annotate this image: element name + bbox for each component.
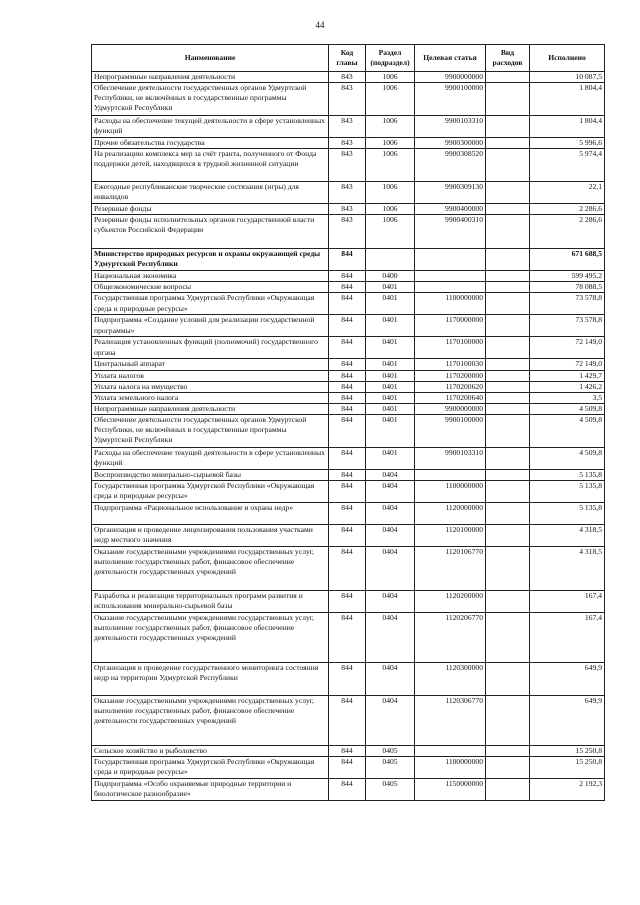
cell-name: Расходы на обеспечение текущей деятельности в сфере установленных функций <box>92 447 329 469</box>
cell-section: 0404 <box>366 481 415 503</box>
cell-chapter-code: 844 <box>329 525 366 547</box>
cell-section: 0405 <box>366 757 415 779</box>
table-row <box>92 72 605 83</box>
cell-target-item: 1100000000 <box>415 757 486 779</box>
cell-section: 0401 <box>366 403 415 414</box>
cell-chapter-code: 844 <box>329 503 366 525</box>
cell-name: На реализацию комплекса мер за счёт гранта, полученного от Фонда поддержки детей, находящихся в трудной жизненной ситуации <box>92 149 329 182</box>
cell-chapter-code: 844 <box>329 403 366 414</box>
cell-chapter-code: 844 <box>329 469 366 480</box>
cell-target-item: 1100000000 <box>415 481 486 503</box>
cell-section: 0404 <box>366 613 415 663</box>
cell-expense-type <box>486 503 530 525</box>
table-row <box>92 215 605 249</box>
cell-section: 0404 <box>366 547 415 591</box>
cell-name: Обеспечение деятельности государственных органов Удмуртской Республики, не включённых в государственные программы Удмуртской Республики <box>92 83 329 116</box>
table-row <box>92 591 605 613</box>
cell-section: 1006 <box>366 149 415 182</box>
cell-executed: 5 135,8 <box>530 469 605 480</box>
cell-section: 0404 <box>366 591 415 613</box>
cell-expense-type <box>486 381 530 392</box>
cell-target-item: 1170200620 <box>415 381 486 392</box>
cell-executed: 167,4 <box>530 613 605 663</box>
cell-section: 0404 <box>366 469 415 480</box>
cell-chapter-code: 844 <box>329 315 366 337</box>
table-row <box>92 138 605 149</box>
cell-name: Резервные фонды исполнительных органов государственной власти субъектов Российской Федерации <box>92 215 329 249</box>
table-row <box>92 403 605 414</box>
cell-executed: 5 974,4 <box>530 149 605 182</box>
header-executed: Исполнено <box>530 45 605 72</box>
cell-name: Воспроизводство минерально-сырьевой базы <box>92 469 329 480</box>
cell-expense-type <box>486 293 530 315</box>
cell-chapter-code: 844 <box>329 779 366 801</box>
cell-executed: 10 087,5 <box>530 72 605 83</box>
cell-section: 0400 <box>366 271 415 282</box>
cell-expense-type <box>486 282 530 293</box>
header-section: Раздел (подраздел) <box>366 45 415 72</box>
cell-executed: 1 429,7 <box>530 370 605 381</box>
cell-expense-type <box>486 447 530 469</box>
table-row <box>92 381 605 392</box>
table-row <box>92 547 605 591</box>
cell-expense-type <box>486 469 530 480</box>
cell-name: Уплата налога на имущество <box>92 381 329 392</box>
cell-executed: 4 318,5 <box>530 547 605 591</box>
table-row <box>92 414 605 447</box>
cell-executed: 5 135,8 <box>530 481 605 503</box>
cell-section: 0404 <box>366 663 415 696</box>
table-row <box>92 359 605 370</box>
table-row <box>92 282 605 293</box>
cell-target-item: 9900100000 <box>415 414 486 447</box>
cell-executed: 3,5 <box>530 392 605 403</box>
cell-name: Оказание государственными учреждениями государственных услуг, выполнение государственных работ, финансовое обеспечение деятельности государственных учреждений <box>92 613 329 663</box>
table-row <box>92 447 605 469</box>
cell-expense-type <box>486 149 530 182</box>
cell-executed: 22,1 <box>530 182 605 204</box>
cell-expense-type <box>486 315 530 337</box>
cell-executed: 2 192,3 <box>530 779 605 801</box>
cell-target-item: 9900103310 <box>415 116 486 138</box>
cell-target-item: 1170200640 <box>415 392 486 403</box>
cell-chapter-code: 844 <box>329 293 366 315</box>
table-row-ministry <box>92 249 605 271</box>
table-row <box>92 779 605 801</box>
cell-expense-type <box>486 392 530 403</box>
cell-name: Разработка и реализация территориальных программ развития и использования минерально-сырьевой базы <box>92 591 329 613</box>
cell-target-item: 9900309130 <box>415 182 486 204</box>
cell-chapter-code: 843 <box>329 149 366 182</box>
cell-executed: 167,4 <box>530 591 605 613</box>
cell-target-item: 9900000000 <box>415 72 486 83</box>
table-row <box>92 271 605 282</box>
table-row <box>92 370 605 381</box>
cell-chapter-code: 844 <box>329 746 366 757</box>
table-row <box>92 83 605 116</box>
cell-chapter-code: 844 <box>329 613 366 663</box>
table-row <box>92 746 605 757</box>
cell-target-item: 1120300000 <box>415 663 486 696</box>
cell-executed: 1 426,2 <box>530 381 605 392</box>
cell-name: Обеспечение деятельности государственных органов Удмуртской Республики, не включённых в государственные программы Удмуртской Республики <box>92 414 329 447</box>
cell-section: 0401 <box>366 447 415 469</box>
cell-chapter-code: 843 <box>329 116 366 138</box>
cell-section: 1006 <box>366 83 415 116</box>
cell-executed: 599 495,2 <box>530 271 605 282</box>
table-row <box>92 525 605 547</box>
cell-name: Общеэкономические вопросы <box>92 282 329 293</box>
cell-section: 0401 <box>366 414 415 447</box>
cell-expense-type <box>486 414 530 447</box>
cell-name: Государственная программа Удмуртской Республики «Окружающая среда и природные ресурсы» <box>92 757 329 779</box>
cell-target-item: 1170000000 <box>415 315 486 337</box>
table-row <box>92 116 605 138</box>
cell-target-item: 1170100000 <box>415 337 486 359</box>
cell-name: Государственная программа Удмуртской Республики «Окружающая среда и природные ресурсы» <box>92 481 329 503</box>
cell-chapter-code: 843 <box>329 72 366 83</box>
cell-expense-type <box>486 746 530 757</box>
cell-section: 1006 <box>366 204 415 215</box>
cell-chapter-code: 844 <box>329 447 366 469</box>
cell-chapter-code: 844 <box>329 663 366 696</box>
cell-chapter-code: 843 <box>329 83 366 116</box>
cell-section: 1006 <box>366 72 415 83</box>
cell-executed: 72 149,0 <box>530 337 605 359</box>
table-row <box>92 204 605 215</box>
cell-expense-type <box>486 249 530 271</box>
cell-name: Уплата налогов <box>92 370 329 381</box>
cell-name: Непрограммные направления деятельности <box>92 403 329 414</box>
cell-executed: 4 509,8 <box>530 414 605 447</box>
cell-expense-type <box>486 271 530 282</box>
cell-chapter-code: 844 <box>329 757 366 779</box>
cell-target-item: 9900100000 <box>415 83 486 116</box>
cell-section: 1006 <box>366 215 415 249</box>
cell-executed: 73 578,8 <box>530 293 605 315</box>
cell-expense-type <box>486 696 530 746</box>
header-name: Наименование <box>92 45 329 72</box>
cell-name: Уплата земельного налога <box>92 392 329 403</box>
cell-section: 0405 <box>366 746 415 757</box>
cell-target-item <box>415 282 486 293</box>
cell-target-item <box>415 249 486 271</box>
cell-name: Организация и проведение государственного мониторинга состояния недр на территории Удмуртской Республики <box>92 663 329 696</box>
cell-expense-type <box>486 525 530 547</box>
cell-name: Организация и проведение лицензирования пользования участками недр местного значения <box>92 525 329 547</box>
cell-chapter-code: 844 <box>329 591 366 613</box>
cell-target-item: 9900400000 <box>415 204 486 215</box>
table-row <box>92 182 605 204</box>
cell-target-item: 1120206770 <box>415 613 486 663</box>
cell-section: 0404 <box>366 696 415 746</box>
cell-chapter-code: 844 <box>329 696 366 746</box>
cell-section: 0401 <box>366 337 415 359</box>
table-row <box>92 315 605 337</box>
cell-section: 0404 <box>366 503 415 525</box>
table-row <box>92 613 605 663</box>
cell-executed: 2 286,6 <box>530 204 605 215</box>
cell-chapter-code: 844 <box>329 370 366 381</box>
table-header-row <box>92 45 605 72</box>
cell-expense-type <box>486 403 530 414</box>
cell-expense-type <box>486 481 530 503</box>
cell-chapter-code: 844 <box>329 381 366 392</box>
table-row <box>92 696 605 746</box>
cell-expense-type <box>486 757 530 779</box>
cell-target-item: 1170200000 <box>415 370 486 381</box>
cell-chapter-code: 844 <box>329 282 366 293</box>
cell-expense-type <box>486 204 530 215</box>
cell-executed: 1 804,4 <box>530 116 605 138</box>
cell-chapter-code: 844 <box>329 249 366 271</box>
cell-expense-type <box>486 359 530 370</box>
cell-section: 0405 <box>366 779 415 801</box>
cell-target-item: 9900400310 <box>415 215 486 249</box>
cell-expense-type <box>486 613 530 663</box>
cell-expense-type <box>486 663 530 696</box>
cell-target-item: 9900000000 <box>415 403 486 414</box>
cell-executed: 72 149,0 <box>530 359 605 370</box>
cell-section: 0401 <box>366 370 415 381</box>
cell-name: Реализация установленных функций (полномочий) государственного органа <box>92 337 329 359</box>
cell-executed: 15 250,8 <box>530 757 605 779</box>
cell-executed: 649,9 <box>530 696 605 746</box>
cell-executed: 1 804,4 <box>530 83 605 116</box>
cell-target-item: 1170100030 <box>415 359 486 370</box>
cell-target-item: 1120000000 <box>415 503 486 525</box>
budget-table <box>91 44 605 801</box>
cell-executed: 671 688,5 <box>530 249 605 271</box>
cell-executed: 78 088,5 <box>530 282 605 293</box>
cell-target-item: 1100000000 <box>415 293 486 315</box>
cell-executed: 4 318,5 <box>530 525 605 547</box>
table-row <box>92 481 605 503</box>
table-row <box>92 337 605 359</box>
cell-section: 0401 <box>366 359 415 370</box>
cell-target-item: 1120306770 <box>415 696 486 746</box>
table-row <box>92 149 605 182</box>
cell-name: Сельское хозяйство и рыболовство <box>92 746 329 757</box>
cell-name: Ежегодные республиканские творческие состязания (игры) для инвалидов <box>92 182 329 204</box>
cell-executed: 4 509,8 <box>530 447 605 469</box>
cell-target-item: 1150000000 <box>415 779 486 801</box>
cell-chapter-code: 844 <box>329 337 366 359</box>
cell-name: Министерство природных ресурсов и охраны окружающей среды Удмуртской Республики <box>92 249 329 271</box>
cell-section: 0401 <box>366 282 415 293</box>
cell-section: 0404 <box>366 525 415 547</box>
cell-target-item: 9900300000 <box>415 138 486 149</box>
cell-section: 0401 <box>366 392 415 403</box>
cell-name: Расходы на обеспечение текущей деятельности в сфере установленных функций <box>92 116 329 138</box>
cell-executed: 73 578,8 <box>530 315 605 337</box>
cell-name: Подпрограмма «Особо охраняемые природные территории и биологическое разнообразие» <box>92 779 329 801</box>
cell-executed: 649,9 <box>530 663 605 696</box>
cell-chapter-code: 844 <box>329 392 366 403</box>
cell-expense-type <box>486 337 530 359</box>
cell-chapter-code: 844 <box>329 414 366 447</box>
cell-executed: 4 509,8 <box>530 403 605 414</box>
table-row <box>92 469 605 480</box>
cell-section: 1006 <box>366 138 415 149</box>
header-target-item: Целевая статья <box>415 45 486 72</box>
cell-chapter-code: 844 <box>329 271 366 282</box>
header-chapter-code: Код главы <box>329 45 366 72</box>
cell-chapter-code: 844 <box>329 481 366 503</box>
cell-chapter-code: 843 <box>329 215 366 249</box>
cell-executed: 5 996,6 <box>530 138 605 149</box>
cell-target-item: 1120100000 <box>415 525 486 547</box>
cell-expense-type <box>486 72 530 83</box>
cell-section: 1006 <box>366 116 415 138</box>
cell-expense-type <box>486 138 530 149</box>
cell-expense-type <box>486 83 530 116</box>
header-expense-type: Вид расходов <box>486 45 530 72</box>
cell-target-item: 9900103310 <box>415 447 486 469</box>
table-row <box>92 663 605 696</box>
cell-section: 0401 <box>366 293 415 315</box>
cell-chapter-code: 844 <box>329 359 366 370</box>
cell-expense-type <box>486 547 530 591</box>
cell-name: Государственная программа Удмуртской Республики «Окружающая среда и природные ресурсы» <box>92 293 329 315</box>
cell-chapter-code: 843 <box>329 182 366 204</box>
cell-target-item: 9900308520 <box>415 149 486 182</box>
cell-chapter-code: 844 <box>329 547 366 591</box>
cell-chapter-code: 843 <box>329 204 366 215</box>
cell-name: Подпрограмма «Создание условий для реализации государственной программы» <box>92 315 329 337</box>
cell-name: Центральный аппарат <box>92 359 329 370</box>
cell-expense-type <box>486 215 530 249</box>
cell-executed: 2 286,6 <box>530 215 605 249</box>
table-row <box>92 392 605 403</box>
cell-target-item: 1120200000 <box>415 591 486 613</box>
cell-expense-type <box>486 779 530 801</box>
table-row <box>92 293 605 315</box>
cell-executed: 15 250,8 <box>530 746 605 757</box>
cell-expense-type <box>486 370 530 381</box>
cell-name: Непрограммные направления деятельности <box>92 72 329 83</box>
table-row <box>92 503 605 525</box>
cell-name: Резервные фонды <box>92 204 329 215</box>
cell-name: Оказание государственными учреждениями государственных услуг, выполнение государственных работ, финансовое обеспечение деятельности государственных учреждений <box>92 547 329 591</box>
cell-target-item <box>415 271 486 282</box>
cell-section: 0401 <box>366 315 415 337</box>
cell-section: 0401 <box>366 381 415 392</box>
cell-executed: 5 135,8 <box>530 503 605 525</box>
cell-name: Прочие обязательства государства <box>92 138 329 149</box>
page-number: 44 <box>315 20 325 30</box>
cell-expense-type <box>486 182 530 204</box>
cell-target-item: 1120106770 <box>415 547 486 591</box>
cell-target-item <box>415 469 486 480</box>
cell-name: Оказание государственными учреждениями государственных услуг, выполнение государственных работ, финансовое обеспечение деятельности государственных учреждений <box>92 696 329 746</box>
cell-name: Подпрограмма «Рациональное использование и охрана недр» <box>92 503 329 525</box>
table-row <box>92 757 605 779</box>
cell-target-item <box>415 746 486 757</box>
cell-expense-type <box>486 591 530 613</box>
cell-expense-type <box>486 116 530 138</box>
cell-name: Национальная экономика <box>92 271 329 282</box>
cell-section <box>366 249 415 271</box>
cell-chapter-code: 843 <box>329 138 366 149</box>
cell-section: 1006 <box>366 182 415 204</box>
